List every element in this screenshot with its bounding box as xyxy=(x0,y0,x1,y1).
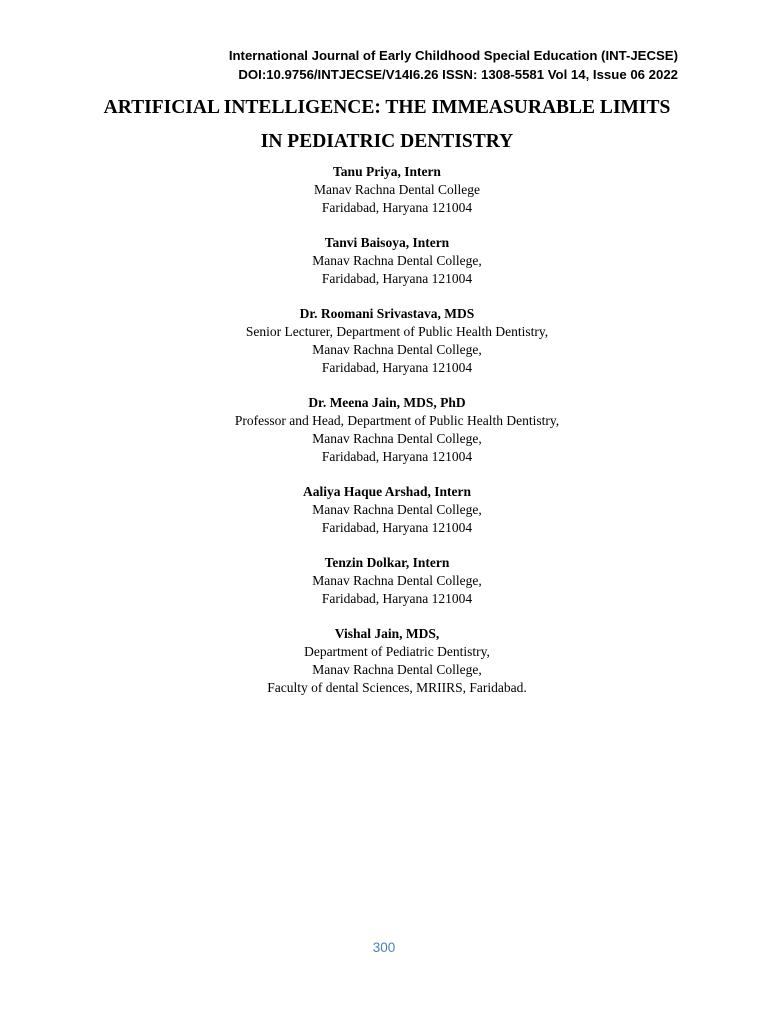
title-line-2: IN PEDIATRIC DENTISTRY xyxy=(260,131,514,152)
author-affiliation-line: Senior Lecturer, Department of Public Health Dentistry, xyxy=(245,324,549,339)
author-block xyxy=(0,305,768,377)
author-affiliation-line: Professor and Head, Department of Public Health Dentistry, xyxy=(234,413,560,428)
author-affiliation-line: Manav Rachna Dental College, xyxy=(312,573,482,588)
author-name: Vishal Jain, MDS, xyxy=(334,626,440,641)
author-block xyxy=(0,163,768,217)
author-affiliation-line: Faculty of dental Sciences, MRIIRS, Faridabad. xyxy=(267,680,527,695)
author-affiliation-line: Faridabad, Haryana 121004 xyxy=(321,360,473,375)
author-affiliation-line: Faridabad, Haryana 121004 xyxy=(321,520,473,535)
doi-line: DOI:10.9756/INTJECSE/V14I6.26 ISSN: 1308-5581 Vol 14, Issue 06 2022 xyxy=(238,67,678,82)
paper-title xyxy=(0,91,768,159)
author-block xyxy=(0,234,768,288)
author-affiliation-line: Faridabad, Haryana 121004 xyxy=(321,271,473,286)
author-block xyxy=(0,483,768,537)
author-affiliation-line: Manav Rachna Dental College, xyxy=(312,502,482,517)
author-name: Tenzin Dolkar, Intern xyxy=(324,555,450,570)
author-block xyxy=(0,394,768,466)
author-name: Aaliya Haque Arshad, Intern xyxy=(302,484,472,499)
journal-name: International Journal of Early Childhood Special Education (INT-JECSE) xyxy=(228,48,678,63)
author-name: Dr. Meena Jain, MDS, PhD xyxy=(308,395,466,410)
title-line-1: ARTIFICIAL INTELLIGENCE: THE IMMEASURABLE LIMITS xyxy=(103,97,671,118)
author-block xyxy=(0,625,768,697)
author-block xyxy=(0,554,768,608)
author-affiliation-line: Manav Rachna Dental College xyxy=(313,182,481,197)
author-name: Dr. Roomani Srivastava, MDS xyxy=(299,306,475,321)
journal-header xyxy=(229,46,678,84)
author-affiliation-line: Faridabad, Haryana 121004 xyxy=(321,200,473,215)
author-affiliation-line: Manav Rachna Dental College, xyxy=(312,431,482,446)
author-list xyxy=(0,163,768,714)
author-affiliation-line: Faridabad, Haryana 121004 xyxy=(321,591,473,606)
author-affiliation-line: Manav Rachna Dental College, xyxy=(312,662,482,677)
author-affiliation-line: Manav Rachna Dental College, xyxy=(312,342,482,357)
author-affiliation-line: Manav Rachna Dental College, xyxy=(312,253,482,268)
author-affiliation-line: Department of Pediatric Dentistry, xyxy=(304,644,490,659)
author-affiliation-line: Faridabad, Haryana 121004 xyxy=(321,449,473,464)
author-name: Tanu Priya, Intern xyxy=(333,164,441,179)
author-name: Tanvi Baisoya, Intern xyxy=(324,235,450,250)
page-number: 300 xyxy=(372,940,396,955)
